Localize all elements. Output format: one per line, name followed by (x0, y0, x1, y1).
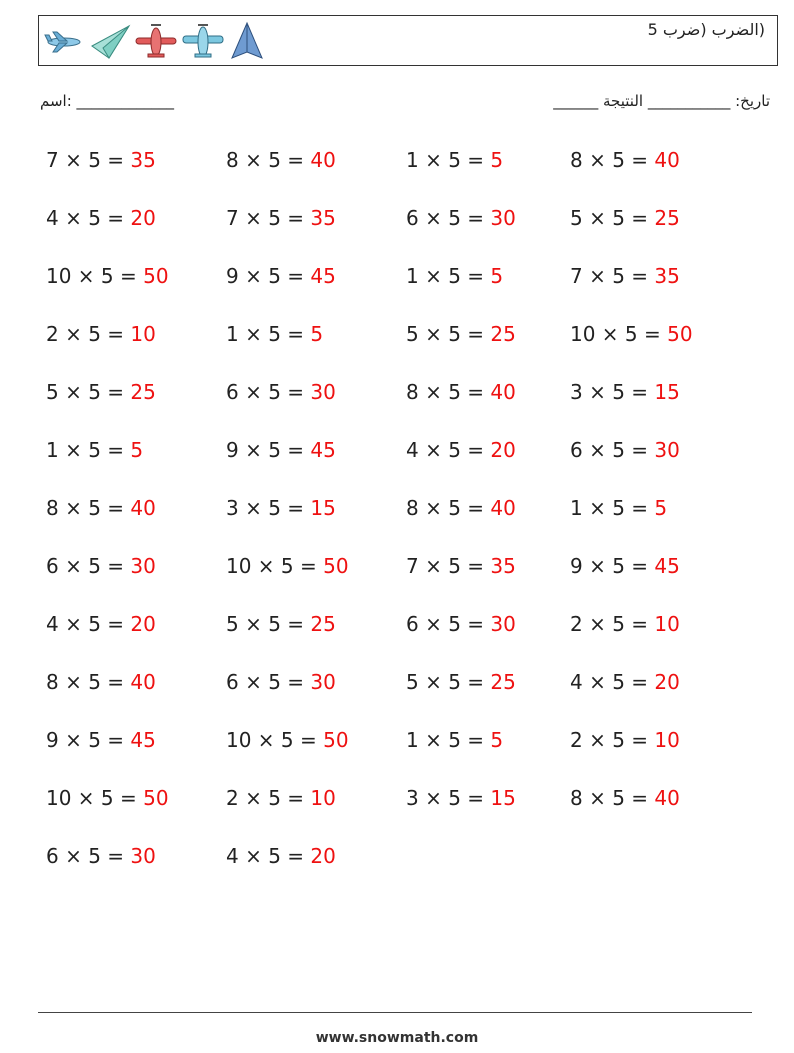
problem-item (570, 786, 680, 810)
problem-question: 5 × 5 = (570, 206, 655, 230)
problem-answer: 35 (490, 554, 516, 578)
problem-item (46, 554, 156, 578)
problem-item (226, 786, 336, 810)
problem-question: 9 × 5 = (226, 438, 311, 462)
footer-divider (38, 1012, 752, 1013)
problem-question: 8 × 5 = (46, 670, 131, 694)
problem-answer: 5 (654, 496, 668, 520)
worksheet-header (38, 15, 778, 66)
problem-answer: 50 (667, 322, 693, 346)
problem-answer: 25 (490, 670, 516, 694)
problem-question: 1 × 5 = (226, 322, 311, 346)
problem-answer: 10 (310, 786, 336, 810)
problem-question: 3 × 5 = (226, 496, 311, 520)
problem-answer: 5 (130, 438, 144, 462)
problem-item (406, 496, 516, 520)
problem-item (406, 438, 516, 462)
problem-item (570, 496, 667, 520)
problem-question: 9 × 5 = (226, 264, 311, 288)
problem-question: 8 × 5 = (570, 786, 655, 810)
problem-question: 1 × 5 = (406, 148, 491, 172)
problem-item (46, 264, 169, 288)
problem-answer: 20 (654, 670, 680, 694)
problem-question: 8 × 5 = (406, 496, 491, 520)
problem-question: 1 × 5 = (406, 728, 491, 752)
worksheet-title: (الضرب (ضرب 5 (647, 20, 765, 39)
problem-question: 7 × 5 = (406, 554, 491, 578)
problem-item (46, 612, 156, 636)
problem-item (226, 264, 336, 288)
problem-question: 7 × 5 = (570, 264, 655, 288)
problem-item (406, 670, 516, 694)
blue-propeller-plane-icon (181, 20, 225, 64)
paper-plane-icon (89, 20, 131, 64)
problem-answer: 15 (310, 496, 336, 520)
problem-item (226, 728, 349, 752)
problem-item (406, 148, 503, 172)
problem-answer: 10 (654, 728, 680, 752)
problem-item (570, 554, 680, 578)
problem-question: 1 × 5 = (46, 438, 131, 462)
problem-answer: 40 (654, 148, 680, 172)
problem-answer: 5 (310, 322, 324, 346)
airplane-icon (43, 20, 85, 64)
problem-item (226, 554, 349, 578)
problem-item (226, 438, 336, 462)
problem-question: 10 × 5 = (46, 264, 144, 288)
problem-question: 8 × 5 = (46, 496, 131, 520)
problem-question: 10 × 5 = (46, 786, 144, 810)
problem-answer: 10 (654, 612, 680, 636)
problem-answer: 40 (310, 148, 336, 172)
problem-question: 2 × 5 = (46, 322, 131, 346)
problem-question: 5 × 5 = (226, 612, 311, 636)
problem-item (570, 612, 680, 636)
problem-item (406, 264, 503, 288)
problem-question: 1 × 5 = (406, 264, 491, 288)
problem-question: 6 × 5 = (226, 670, 311, 694)
problem-item (46, 438, 143, 462)
problem-question: 10 × 5 = (570, 322, 668, 346)
problem-item (46, 322, 156, 346)
footer-url: www.snowmath.com (315, 1030, 479, 1046)
problem-question: 9 × 5 = (570, 554, 655, 578)
problem-question: 8 × 5 = (406, 380, 491, 404)
problem-item (46, 496, 156, 520)
problem-item (226, 206, 336, 230)
problem-question: 5 × 5 = (406, 670, 491, 694)
problem-item (46, 844, 156, 868)
problem-answer: 30 (130, 844, 156, 868)
problem-question: 6 × 5 = (46, 554, 131, 578)
problem-answer: 25 (130, 380, 156, 404)
problem-answer: 50 (143, 264, 169, 288)
problem-answer: 15 (654, 380, 680, 404)
problem-answer: 5 (490, 264, 504, 288)
problem-question: 2 × 5 = (570, 612, 655, 636)
problem-question: 4 × 5 = (406, 438, 491, 462)
problem-answer: 45 (310, 438, 336, 462)
red-propeller-plane-icon (133, 20, 179, 64)
problem-question: 4 × 5 = (226, 844, 311, 868)
problem-answer: 40 (490, 496, 516, 520)
problem-answer: 10 (130, 322, 156, 346)
problem-question: 2 × 5 = (570, 728, 655, 752)
problem-item (226, 380, 336, 404)
problem-answer: 45 (310, 264, 336, 288)
problem-answer: 45 (654, 554, 680, 578)
problem-answer: 20 (130, 206, 156, 230)
problem-question: 6 × 5 = (406, 206, 491, 230)
problem-item (46, 786, 169, 810)
problem-answer: 20 (310, 844, 336, 868)
date-score-field: تاريخ: ___________ النتيجة ______ (553, 92, 770, 110)
problem-answer: 40 (130, 670, 156, 694)
problem-answer: 20 (490, 438, 516, 462)
problem-question: 10 × 5 = (226, 554, 324, 578)
problem-item (570, 264, 680, 288)
problem-item (406, 322, 516, 346)
problem-answer: 40 (490, 380, 516, 404)
problem-answer: 30 (130, 554, 156, 578)
problem-item (226, 148, 336, 172)
problem-answer: 15 (490, 786, 516, 810)
problem-answer: 5 (490, 728, 504, 752)
problem-answer: 20 (130, 612, 156, 636)
problem-item (406, 380, 516, 404)
problem-question: 7 × 5 = (46, 148, 131, 172)
problem-item (570, 380, 680, 404)
problem-answer: 35 (654, 264, 680, 288)
problem-answer: 35 (310, 206, 336, 230)
problem-question: 5 × 5 = (406, 322, 491, 346)
problem-item (226, 322, 323, 346)
problem-item (406, 206, 516, 230)
problem-item (406, 786, 516, 810)
problem-question: 8 × 5 = (226, 148, 311, 172)
problem-item (570, 670, 680, 694)
problem-answer: 25 (654, 206, 680, 230)
problem-item (46, 380, 156, 404)
problem-answer: 30 (310, 670, 336, 694)
problem-item (406, 728, 503, 752)
problem-question: 6 × 5 = (406, 612, 491, 636)
problem-item (570, 206, 680, 230)
problem-answer: 30 (310, 380, 336, 404)
problem-item (46, 206, 156, 230)
problem-question: 4 × 5 = (46, 612, 131, 636)
problem-answer: 40 (654, 786, 680, 810)
problem-item (570, 728, 680, 752)
problem-question: 8 × 5 = (570, 148, 655, 172)
problem-item (570, 148, 680, 172)
problem-answer: 45 (130, 728, 156, 752)
problem-item (226, 496, 336, 520)
problem-answer: 50 (143, 786, 169, 810)
problem-item (226, 612, 336, 636)
problem-question: 6 × 5 = (570, 438, 655, 462)
problem-item (46, 728, 156, 752)
problem-answer: 25 (310, 612, 336, 636)
problem-question: 4 × 5 = (570, 670, 655, 694)
problem-item (226, 844, 336, 868)
name-field: اسم: _____________ (40, 92, 175, 110)
problem-item (570, 322, 693, 346)
problem-question: 3 × 5 = (406, 786, 491, 810)
problem-question: 9 × 5 = (46, 728, 131, 752)
problem-question: 1 × 5 = (570, 496, 655, 520)
problem-answer: 35 (130, 148, 156, 172)
problem-answer: 40 (130, 496, 156, 520)
problem-question: 2 × 5 = (226, 786, 311, 810)
problem-question: 6 × 5 = (46, 844, 131, 868)
problem-question: 10 × 5 = (226, 728, 324, 752)
problem-question: 5 × 5 = (46, 380, 131, 404)
delta-jet-icon (229, 20, 265, 64)
problem-item (570, 438, 680, 462)
problem-answer: 5 (490, 148, 504, 172)
problem-question: 7 × 5 = (226, 206, 311, 230)
problem-item (406, 612, 516, 636)
problem-answer: 30 (490, 612, 516, 636)
problem-item (46, 670, 156, 694)
problem-answer: 30 (654, 438, 680, 462)
problem-item (226, 670, 336, 694)
problem-question: 4 × 5 = (46, 206, 131, 230)
problem-answer: 25 (490, 322, 516, 346)
problem-answer: 50 (323, 554, 349, 578)
problem-question: 6 × 5 = (226, 380, 311, 404)
problem-item (46, 148, 156, 172)
problem-answer: 50 (323, 728, 349, 752)
problem-question: 3 × 5 = (570, 380, 655, 404)
problem-answer: 30 (490, 206, 516, 230)
problem-item (406, 554, 516, 578)
